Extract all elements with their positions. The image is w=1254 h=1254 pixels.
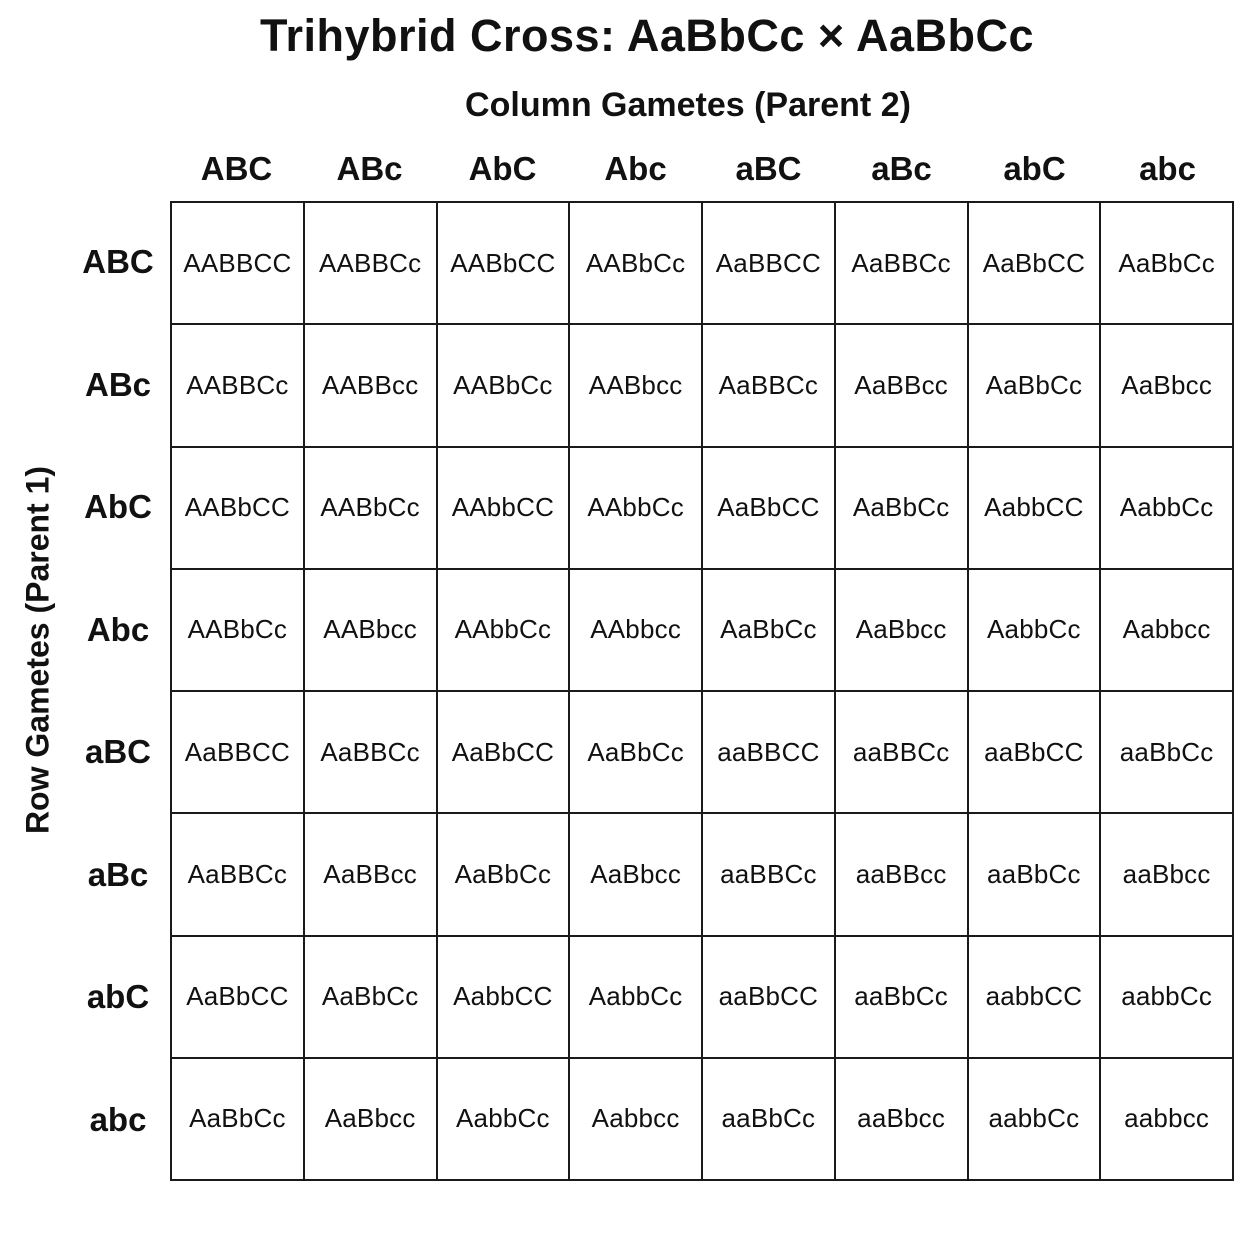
genotype-cell: AABbCc bbox=[438, 325, 571, 447]
genotype-cell: aaBBcc bbox=[836, 814, 969, 936]
column-gamete-header: AbC bbox=[468, 150, 537, 187]
genotype-cell: AaBbCc bbox=[1101, 203, 1234, 325]
genotype-cell: Aabbcc bbox=[1101, 570, 1234, 692]
column-gamete-header: ABc bbox=[336, 150, 403, 187]
genotype-cell: AaBbCC bbox=[703, 448, 836, 570]
column-gamete-header: ABC bbox=[200, 150, 273, 187]
genotype-cell: AaBBCc bbox=[836, 203, 969, 325]
genotype-cell: AABbCc bbox=[570, 203, 703, 325]
punnett-square-grid bbox=[170, 201, 1234, 1181]
genotype-cell: AaBbCc bbox=[570, 692, 703, 814]
column-gamete-header: Abc bbox=[604, 150, 667, 187]
genotype-cell: AaBBcc bbox=[305, 814, 438, 936]
genotype-cell: AaBbCc bbox=[438, 814, 571, 936]
genotype-cell: aaBBCC bbox=[703, 692, 836, 814]
row-gamete-header: Abc bbox=[86, 610, 150, 648]
genotype-cell: AaBbcc bbox=[305, 1059, 438, 1181]
genotype-cell: AaBbCc bbox=[172, 1059, 305, 1181]
genotype-cell: AABbCC bbox=[172, 448, 305, 570]
genotype-cell: AabbCc bbox=[969, 570, 1102, 692]
row-gamete-header: aBC bbox=[84, 733, 152, 771]
genotype-cell: aabbcc bbox=[1101, 1059, 1234, 1181]
genotype-cell: AaBBcc bbox=[836, 325, 969, 447]
genotype-cell: AABBCc bbox=[172, 325, 305, 447]
genotype-cell: aaBbCc bbox=[703, 1059, 836, 1181]
genotype-cell: AaBBCC bbox=[703, 203, 836, 325]
column-gamete-header: abC bbox=[1003, 150, 1066, 187]
genotype-cell: AabbCc bbox=[438, 1059, 571, 1181]
row-gamete-header: abC bbox=[86, 978, 150, 1016]
genotype-cell: AaBBCc bbox=[703, 325, 836, 447]
genotype-cell: AabbCC bbox=[969, 448, 1102, 570]
genotype-cell: AABBCc bbox=[305, 203, 438, 325]
genotype-cell: AabbCC bbox=[438, 937, 571, 1059]
genotype-cell: aaBbCc bbox=[836, 937, 969, 1059]
genotype-cell: AABbCc bbox=[305, 448, 438, 570]
genotype-cell: aabbCc bbox=[969, 1059, 1102, 1181]
genotype-cell: aaBbcc bbox=[836, 1059, 969, 1181]
genotype-cell: AaBbCc bbox=[969, 325, 1102, 447]
genotype-cell: AaBbCc bbox=[703, 570, 836, 692]
column-gamete-header: aBC bbox=[735, 150, 802, 187]
genotype-cell: AABBcc bbox=[305, 325, 438, 447]
genotype-cell: aabbCc bbox=[1101, 937, 1234, 1059]
genotype-cell: AAbbcc bbox=[570, 570, 703, 692]
genotype-cell: AABbcc bbox=[305, 570, 438, 692]
genotype-cell: AABbcc bbox=[570, 325, 703, 447]
column-gamete-header: abc bbox=[1139, 150, 1196, 187]
genotype-cell: AaBbCc bbox=[836, 448, 969, 570]
genotype-cell: AaBbCc bbox=[305, 937, 438, 1059]
genotype-cell: AaBbCC bbox=[172, 937, 305, 1059]
genotype-cell: Aabbcc bbox=[570, 1059, 703, 1181]
genotype-cell: AaBbcc bbox=[836, 570, 969, 692]
genotype-cell: AAbbCc bbox=[570, 448, 703, 570]
row-gamete-header: ABC bbox=[82, 243, 154, 281]
column-gamete-headers bbox=[170, 145, 1234, 193]
row-gamete-header: aBc bbox=[87, 855, 149, 893]
genotype-cell: AabbCc bbox=[1101, 448, 1234, 570]
column-axis-label: Column Gametes (Parent 2) bbox=[465, 86, 911, 124]
row-gamete-header: AbC bbox=[84, 488, 152, 526]
genotype-cell: AABbCC bbox=[438, 203, 571, 325]
row-gamete-header: ABc bbox=[84, 365, 152, 403]
genotype-cell: AaBbcc bbox=[1101, 325, 1234, 447]
genotype-cell: aaBBCc bbox=[836, 692, 969, 814]
genotype-cell: AAbbCC bbox=[438, 448, 571, 570]
genotype-cell: aabbCC bbox=[969, 937, 1102, 1059]
row-gamete-headers bbox=[70, 201, 166, 1181]
genotype-cell: aaBBCc bbox=[703, 814, 836, 936]
genotype-cell: aaBbCC bbox=[703, 937, 836, 1059]
genotype-cell: AaBBCC bbox=[172, 692, 305, 814]
genotype-cell: AaBbCC bbox=[969, 203, 1102, 325]
row-axis-label: Row Gametes (Parent 1) bbox=[19, 465, 56, 835]
column-gamete-header: aBc bbox=[871, 150, 932, 187]
genotype-cell: AaBbCC bbox=[438, 692, 571, 814]
genotype-cell: aaBbCC bbox=[969, 692, 1102, 814]
genotype-cell: AABBCC bbox=[172, 203, 305, 325]
genotype-cell: AaBbcc bbox=[570, 814, 703, 936]
row-gamete-header: abc bbox=[89, 1100, 147, 1138]
genotype-cell: aaBbCc bbox=[969, 814, 1102, 936]
genotype-cell: AaBBCc bbox=[305, 692, 438, 814]
diagram-title: Trihybrid Cross: AaBbCc × AaBbCc bbox=[259, 10, 1035, 61]
genotype-cell: AaBBCc bbox=[172, 814, 305, 936]
genotype-cell: aaBbcc bbox=[1101, 814, 1234, 936]
genotype-cell: AABbCc bbox=[172, 570, 305, 692]
genotype-cell: AabbCc bbox=[570, 937, 703, 1059]
genotype-cell: aaBbCc bbox=[1101, 692, 1234, 814]
genotype-cell: AAbbCc bbox=[438, 570, 571, 692]
